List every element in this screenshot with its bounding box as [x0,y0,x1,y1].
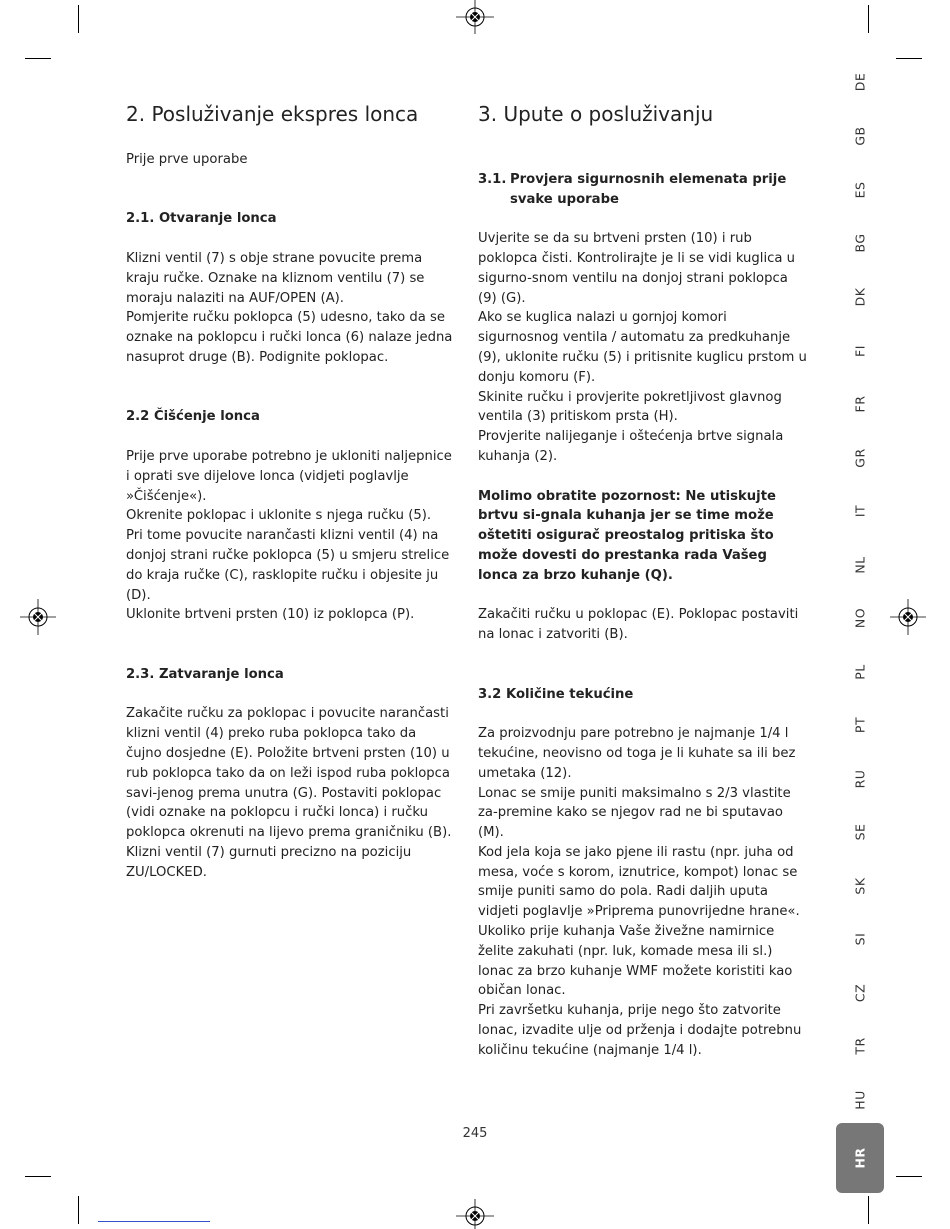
paragraph: Zakačiti ručku u poklopac (E). Poklopac postaviti na lonac i zatvoriti (B). [478,607,799,643]
page-number: 245 [462,1126,488,1141]
crop-mark [868,1196,869,1224]
crop-mark [25,58,51,59]
registration-mark-icon [20,599,56,635]
paragraph: Zakačite ručku za poklopac i povucite narančasti klizni ventil (4) preko ruba poklopca tako da čujno dosjedne (E). Položite brtveni prsten (10) u rub poklopca tako da on leži ispod ruba poklopca savi-jenog prema unutra (G). Postaviti poklopac (vidi oznake na poklopcu i ručki lonca) i ručku poklopca okrenuti na lijevo prema graničniku (B). [126,706,452,841]
subsection-heading-text: Provjera sigurnosnih elemenata prije svake uporabe [510,171,787,207]
paragraph: Okrenite poklopac i uklonite s njega ručku (5). [126,508,432,524]
language-tab-no[interactable]: NO [852,607,868,629]
language-tab-sk[interactable]: SK [852,877,868,895]
registration-mark-icon [890,599,926,635]
language-tab-fi[interactable]: FI [852,345,868,357]
subsection-heading: 2.2 Čišćenje lonca [126,409,260,425]
paragraph: Kod jela koja se jako pjene ili rastu (npr. juha od mesa, voće s korom, iznutrice, kompot) lonac se smije puniti samo do pola. Radi daljih uputa vidjeti poglavlje »Priprema punovrijedne hrane«. [478,844,800,920]
crop-mark [868,5,869,33]
language-tab-gb[interactable]: GB [852,126,868,146]
paragraph: Skinite ručku i provjerite pokretljivost glavnog ventila (3) pritiskom prsta (H). [478,389,782,425]
paragraph: Provjerite nalijeganje i oštećenja brtve signala kuhanja (2). [478,429,784,464]
language-tab-pl[interactable]: PL [852,664,868,680]
paragraph: Uvjerite se da su brtveni prsten (10) i rub poklopca čisti. Kontrolirajte je li se vidi kuglica u sigurno-snom ventilu na donjoj strani poklopca (9) (G). [478,231,795,306]
paragraph: Klizni ventil (7) gurnuti precizno na poziciju ZU/LOCKED. [126,844,412,880]
language-tab-it[interactable]: IT [852,504,868,518]
paragraph: Klizni ventil (7) s obje strane povucite prema kraju ručke. Oznake na kliznom ventilu (7) se moraju nalaziti na AUF/OPEN (A). [126,250,425,306]
language-tab-hr-active[interactable]: HR [836,1123,884,1193]
right-column [478,100,810,1061]
language-tab-bg[interactable]: BG [852,233,868,253]
crop-mark [25,1176,51,1177]
paragraph: Pri tome povucite narančasti klizni ventil (4) na donjoj strani ručke poklopca (5) u smjeru strelice do kraja ručke (C), rasklopite ručku i objesite ju (D). [126,528,450,603]
paragraph: Pri završetku kuhanja, prije nego što zatvorite lonac, izvadite ulje od prženja i dodajte potrebnu količinu tekućine (najmanje 1/4 l). [478,1003,802,1058]
left-column [126,100,456,882]
subsection-heading [478,170,810,210]
language-tab-pt[interactable]: PT [852,716,868,734]
intro-text: Prije prve uporabe [126,152,248,167]
language-tab-fr[interactable]: FR [852,395,868,413]
bottom-rule [98,1221,210,1222]
paragraph: Lonac se smije puniti maksimalno s 2/3 vlastite za-premine kako se njegov rad ne bi sputavao (M). [478,785,791,841]
subsection-heading: 2.1. Otvaranje lonca [126,211,277,227]
language-tab-dk[interactable]: DK [852,287,868,307]
subsection-heading: 2.3. Zatvaranje lonca [126,666,284,682]
crop-mark [896,1176,922,1177]
language-tab-ru[interactable]: RU [852,769,868,789]
warning-note: Molimo obratite pozornost: Ne utiskujte brtvu si-gnala kuhanja jer se time može oštetiti osigurač preostalog pritiska što može dovesti do prestanka rada Vašeg lonca za brzo kuhanje (Q). [478,488,776,583]
language-tab-es[interactable]: ES [852,181,868,199]
paragraph: Ako se kuglica nalazi u gornjoj komori sigurnosnog ventila / automatu za predkuhanje (9), uklonite ručku (5) i pritisnite kuglicu prstom u donju komoru (F). [478,310,807,385]
language-tab-cz[interactable]: CZ [852,983,868,1003]
paragraph: Prije prve uporabe potrebno je ukloniti naljepnice i oprati sve dijelove lonca (vidjeti poglavlje »Čišćenje«). [126,448,452,504]
language-tab-de[interactable]: DE [852,72,868,92]
language-tab-se[interactable]: SE [852,823,868,841]
crop-mark [78,5,79,33]
language-tab-nl[interactable]: NL [852,556,868,574]
subsection-heading: 3.2 Količine tekućine [478,686,634,702]
section-title: 3. Upute o posluživanju [478,102,714,126]
crop-mark [78,1196,79,1224]
registration-mark-icon [456,1199,494,1229]
language-tab-hu[interactable]: HU [852,1090,868,1110]
language-tab-si[interactable]: SI [852,932,868,946]
language-tab-tr[interactable]: TR [852,1037,868,1055]
crop-mark [896,58,922,59]
paragraph: Ukoliko prije kuhanja Vaše živežne namirnice želite zakuhati (npr. luk, komade mesa ili sl.) lonac za brzo kuhanje WMF možete koristiti kao običan lonac. [478,924,793,999]
paragraph: Uklonite brtveni prsten (10) iz poklopca (P). [126,607,415,623]
paragraph: Za proizvodnju pare potrebno je najmanje 1/4 l tekućine, neovisno od toga je li kuhate sa ili bez umetaka (12). [478,726,796,781]
language-tab-gr[interactable]: GR [852,448,868,468]
paragraph: Pomjerite ručku poklopca (5) udesno, tako da se oznake na poklopcu i ručki lonca (6) nalaze jedna nasuprot druge (B). Podignite poklopac. [126,310,453,365]
registration-mark-icon [456,0,494,34]
subsection-number: 3.1. [478,171,507,187]
section-title: 2. Posluživanje ekspres lonca [126,102,419,126]
